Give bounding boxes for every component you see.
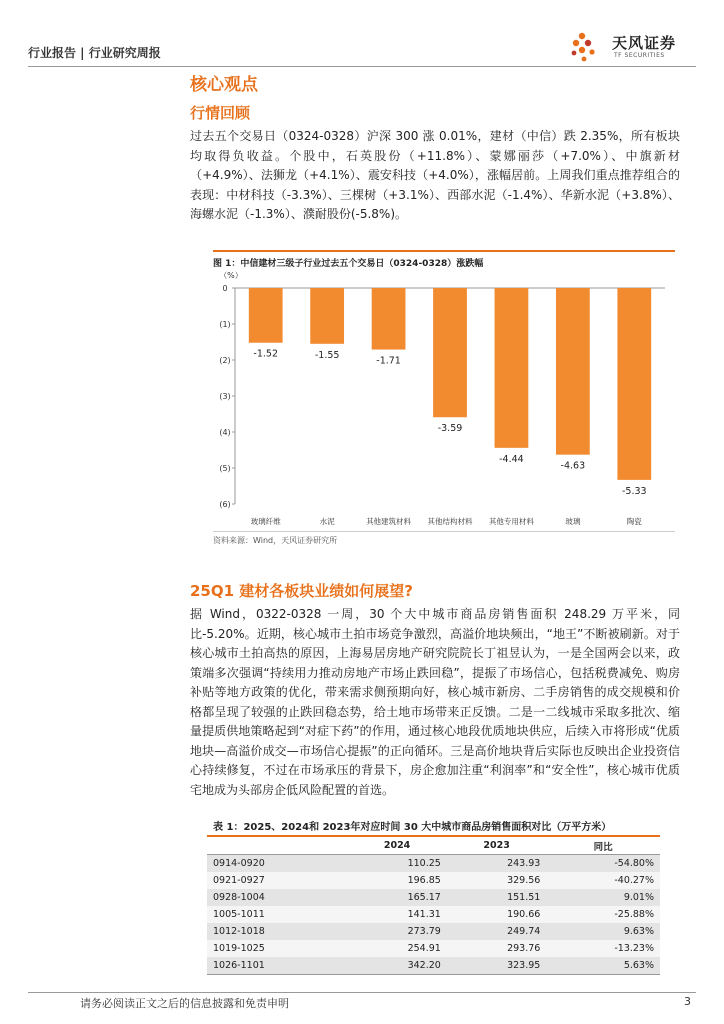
table-cell: 110.25 — [347, 855, 447, 873]
header-divider — [28, 66, 696, 67]
y-tick-label: (6) — [219, 500, 231, 509]
table-cell: 5.63% — [546, 957, 660, 975]
table-cell: 0914-0920 — [207, 855, 347, 873]
bar — [617, 288, 651, 480]
table-row — [207, 855, 660, 873]
table-header-cell: 2024 — [347, 836, 447, 855]
table-cell: 9.01% — [546, 889, 660, 906]
table-cell: 329.56 — [447, 872, 547, 889]
table-cell: 196.85 — [347, 872, 447, 889]
table-cell: 1005-1011 — [207, 906, 347, 923]
x-category-label: 玻璃 — [565, 517, 581, 526]
table-cell: 323.95 — [447, 957, 547, 975]
table-cell: 243.93 — [447, 855, 547, 873]
bar — [495, 288, 529, 448]
table-header-cell: 2023 — [447, 836, 547, 855]
table-cell: 254.91 — [347, 940, 447, 957]
table-cell: 165.17 — [347, 889, 447, 906]
bar-value-label: -4.44 — [499, 453, 524, 465]
table-cell: -40.27% — [546, 872, 660, 889]
table-cell: 1026-1101 — [207, 957, 347, 975]
figure-source: 资料来源：Wind，天风证券研究所 — [213, 531, 675, 546]
page-number: 3 — [684, 995, 691, 1008]
bar-value-label: -1.55 — [314, 349, 340, 361]
table-cell: 9.63% — [546, 923, 660, 940]
table-cell: -54.80% — [546, 855, 660, 873]
bar — [249, 288, 283, 343]
x-category-label: 其他专用材料 — [488, 517, 534, 526]
y-tick-label: 0 — [222, 284, 228, 293]
table-cell: 1019-1025 — [207, 940, 347, 957]
table-cell: -13.23% — [546, 940, 660, 957]
figure-title: 图 1：中信建材三级子行业过去五个交易日（0324-0328）涨跌幅 — [213, 250, 675, 269]
table-cell: 141.31 — [347, 906, 447, 923]
sales-area-table — [207, 835, 660, 975]
table-row — [207, 889, 660, 906]
bar-value-label: -4.63 — [560, 460, 586, 472]
table-cell: 0921-0927 — [207, 872, 347, 889]
bar-chart — [205, 266, 675, 530]
x-category-label: 玻璃纤维 — [250, 517, 281, 526]
table-cell: 273.79 — [347, 923, 447, 940]
brand-name: 天风证券 — [612, 34, 677, 52]
table-cell: -25.88% — [546, 906, 660, 923]
table-cell: 1012-1018 — [207, 923, 347, 940]
table-header-cell: 同比 — [546, 836, 660, 855]
y-tick-label: (2) — [219, 356, 231, 365]
bar-value-label: -1.52 — [253, 348, 279, 360]
footer-divider — [28, 992, 696, 993]
table-cell: 151.51 — [447, 889, 547, 906]
x-category-label: 其他结构材料 — [427, 517, 473, 526]
table-row — [207, 872, 660, 889]
table-row — [207, 923, 660, 940]
y-tick-label: (4) — [219, 428, 231, 437]
bar-value-label: -3.59 — [437, 423, 463, 435]
bar — [556, 288, 590, 455]
table-header-row — [207, 836, 660, 855]
table-cell: 0928-1004 — [207, 889, 347, 906]
subsection-title: 行情回顾 — [190, 104, 251, 122]
market-review-paragraph: 过去五个交易日（0324-0328）沪深 300 涨 0.01%，建材（中信）跌 2.35%，所有板块均取得负收益。个股中，石英股份（+11.8%）、蒙娜丽莎（+7.0%）、中旗新材（+4.9%）、法狮龙（+4.1%）、震安科技（+4.0%），涨幅居前。上周我们重点推荐组合的表现：中材科技（-3.3%）、三棵树（+3.1%）、西部水泥（-1.4%）、华新水泥（+3.8%）、海螺水泥（-1.3%）、濮耐股份(-5.8%)。 — [190, 129, 680, 221]
section-title: 核心观点 — [190, 75, 258, 95]
x-category-label: 其他建筑材料 — [366, 517, 412, 526]
table-cell: 342.20 — [347, 957, 447, 975]
bar — [433, 288, 467, 417]
bar-value-label: -1.71 — [376, 355, 401, 367]
y-tick-label: (1) — [219, 320, 231, 329]
section2-paragraph: 据 Wind，0322-0328 一周，30 个大中城市商品房销售面积 248.29 万平米，同比-5.20%。近期，核心城市土拍市场竞争激烈，高溢价地块频出，“地王”不断被刷新。对于核心城市土拍高热的原因，上海易居房地产研究院院长丁祖昱认为，一是全国两会以来，政策端多次强调“持续用力推动房地产市场止跌回稳”，提振了市场信心，包括税费减免、购房补贴等地方政策的优化，带来需求侧预期向好，核心城市新房、二手房销售的成交规模和价格都呈现了较强的止跌回稳态势，给土地市场带来正反馈。二是一二线城市采取多批次、缩量提质供地策略起到“对症下药”的作用，通过核心地段优质地块供应，后续入市将形成“优质地块—高溢价成交—市场信心提振”的正向循环。三是高价地块背后实际也反映出企业投资信心持续修复，不过在市场承压的背景下，房企愈加注重“利润率”和“安全性”，核心城市优质宅地成为头部房企低风险配置的首选。 — [190, 607, 680, 797]
table-row — [207, 940, 660, 957]
table-cell: 190.66 — [447, 906, 547, 923]
report-category: 行业报告 | 行业研究周报 — [28, 46, 161, 60]
footer-disclaimer: 请务必阅读正文之后的信息披露和免责申明 — [80, 997, 289, 1010]
table-row — [207, 957, 660, 975]
x-category-label: 陶瓷 — [626, 517, 642, 526]
table-cell: 293.76 — [447, 940, 547, 957]
table-row — [207, 906, 660, 923]
y-tick-label: (3) — [219, 392, 231, 401]
brand-name-en: TF SECURITIES — [614, 52, 665, 59]
y-tick-label: (5) — [219, 464, 231, 473]
table-cell: 249.74 — [447, 923, 547, 940]
bar — [372, 288, 406, 350]
x-category-label: 水泥 — [319, 517, 335, 526]
bar — [310, 288, 344, 344]
table-header-cell — [207, 836, 347, 855]
section2-title: 25Q1 建材各板块业绩如何展望? — [190, 582, 413, 600]
y-axis-unit-label: （%） — [219, 271, 243, 280]
bar-value-label: -5.33 — [621, 485, 647, 497]
table-title: 表 1：2025、2024和 2023年对应时间 30 大中城市商品房销售面积对比（万平方米） — [213, 822, 612, 833]
